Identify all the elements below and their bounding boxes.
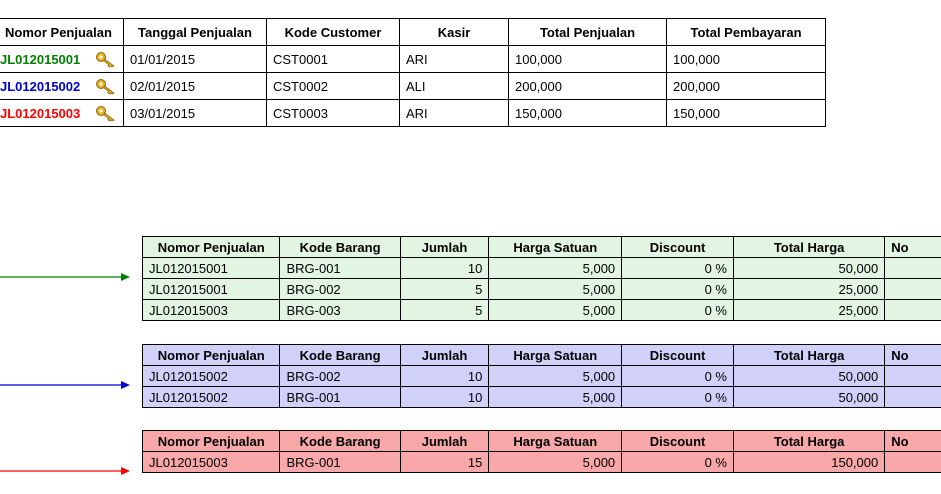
detail-cell-empty xyxy=(885,366,941,387)
detail-cell: 15 xyxy=(400,452,489,473)
detail-column-header: Kode Barang xyxy=(280,345,400,366)
detail-cell: 5 xyxy=(400,300,489,321)
detail-column-header: Discount xyxy=(622,237,734,258)
customer-cell: CST0002 xyxy=(267,73,400,100)
col-total-penjualan: Total Penjualan xyxy=(509,19,667,46)
detail-column-header: Total Harga xyxy=(733,345,884,366)
detail-header-row xyxy=(143,431,941,452)
total-pembayaran-cell: 200,000 xyxy=(667,73,826,100)
detail-cell: JL012015001 xyxy=(143,279,280,300)
detail-cell: 0 % xyxy=(622,279,734,300)
tanggal-cell: 02/01/2015 xyxy=(124,73,267,100)
detail-cell: 25,000 xyxy=(733,300,884,321)
detail-cell-empty xyxy=(885,452,941,473)
table-row xyxy=(143,366,941,387)
detail-cell: 5,000 xyxy=(489,258,622,279)
kasir-cell: ARI xyxy=(400,100,509,127)
detail-column-header: Harga Satuan xyxy=(489,345,622,366)
detail-column-header: Harga Satuan xyxy=(489,431,622,452)
detail-column-header: Nomor Penjualan xyxy=(143,345,280,366)
detail-table xyxy=(142,236,941,321)
detail-column-header: Harga Satuan xyxy=(489,237,622,258)
detail-cell-empty xyxy=(885,279,941,300)
detail-cell: 5,000 xyxy=(489,279,622,300)
table-row xyxy=(143,452,941,473)
detail-header-row xyxy=(143,237,941,258)
detail-column-header: No xyxy=(885,237,941,258)
tanggal-cell: 03/01/2015 xyxy=(124,100,267,127)
kasir-cell: ALI xyxy=(400,73,509,100)
customer-cell: CST0001 xyxy=(267,46,400,73)
table-row xyxy=(143,387,941,408)
detail-cell: 25,000 xyxy=(733,279,884,300)
detail-column-header: Jumlah xyxy=(400,431,489,452)
total-penjualan-cell: 200,000 xyxy=(509,73,667,100)
detail-column-header: Total Harga xyxy=(733,237,884,258)
col-kode-customer: Kode Customer xyxy=(267,19,400,46)
detail-cell: 0 % xyxy=(622,366,734,387)
nomor-text: JL012015002 xyxy=(0,78,81,94)
detail-column-header: Kode Barang xyxy=(280,237,400,258)
detail-cell: 50,000 xyxy=(733,366,884,387)
detail-cell: BRG-003 xyxy=(280,300,400,321)
detail-cell-empty xyxy=(885,300,941,321)
col-total-pembayaran: Total Pembayaran xyxy=(667,19,826,46)
detail-column-header: Kode Barang xyxy=(280,431,400,452)
col-kasir: Kasir xyxy=(400,19,509,46)
detail-cell: JL012015003 xyxy=(143,300,280,321)
detail-cell: 150,000 xyxy=(733,452,884,473)
detail-cell: JL012015002 xyxy=(143,387,280,408)
detail-column-header: Total Harga xyxy=(733,431,884,452)
detail-cell: JL012015001 xyxy=(143,258,280,279)
detail-cell: 5 xyxy=(400,279,489,300)
detail-column-header: Jumlah xyxy=(400,237,489,258)
detail-cell: 5,000 xyxy=(489,387,622,408)
total-penjualan-cell: 100,000 xyxy=(509,46,667,73)
table-row xyxy=(143,279,941,300)
detail-cell: 50,000 xyxy=(733,258,884,279)
detail-cell: BRG-001 xyxy=(280,387,400,408)
detail-table xyxy=(142,430,941,473)
col-nomor-penjualan: Nomor Penjualan xyxy=(0,19,124,46)
total-pembayaran-cell: 100,000 xyxy=(667,46,826,73)
detail-table xyxy=(142,344,941,408)
detail-cell: 0 % xyxy=(622,300,734,321)
detail-cell: BRG-001 xyxy=(280,258,400,279)
detail-column-header: Nomor Penjualan xyxy=(143,237,280,258)
detail-cell-empty xyxy=(885,258,941,279)
total-penjualan-cell: 150,000 xyxy=(509,100,667,127)
detail-cell: BRG-002 xyxy=(280,279,400,300)
relation-arrows xyxy=(0,0,160,494)
kasir-cell: ARI xyxy=(400,46,509,73)
detail-column-header: No xyxy=(885,431,941,452)
detail-cell: BRG-002 xyxy=(280,366,400,387)
detail-cell: 50,000 xyxy=(733,387,884,408)
col-tanggal-penjualan: Tanggal Penjualan xyxy=(124,19,267,46)
table-row xyxy=(143,300,941,321)
detail-cell: BRG-001 xyxy=(280,452,400,473)
nomor-text: JL012015001 xyxy=(0,51,81,67)
detail-cell: JL012015003 xyxy=(143,452,280,473)
detail-column-header: Discount xyxy=(622,431,734,452)
arrow-head xyxy=(121,467,130,475)
detail-cell: 0 % xyxy=(622,258,734,279)
arrow-head xyxy=(121,273,130,281)
detail-cell: 10 xyxy=(400,258,489,279)
detail-column-header: Nomor Penjualan xyxy=(143,431,280,452)
detail-header-row xyxy=(143,345,941,366)
total-pembayaran-cell: 150,000 xyxy=(667,100,826,127)
detail-column-header: No xyxy=(885,345,941,366)
detail-cell: 5,000 xyxy=(489,300,622,321)
detail-cell: 5,000 xyxy=(489,452,622,473)
detail-cell: JL012015002 xyxy=(143,366,280,387)
tanggal-cell: 01/01/2015 xyxy=(124,46,267,73)
detail-cell: 10 xyxy=(400,366,489,387)
detail-cell: 0 % xyxy=(622,452,734,473)
detail-column-header: Jumlah xyxy=(400,345,489,366)
detail-cell: 10 xyxy=(400,387,489,408)
detail-cell-empty xyxy=(885,387,941,408)
detail-cell: 0 % xyxy=(622,387,734,408)
detail-cell: 5,000 xyxy=(489,366,622,387)
nomor-text: JL012015003 xyxy=(0,105,81,121)
arrow-head xyxy=(121,381,130,389)
detail-column-header: Discount xyxy=(622,345,734,366)
customer-cell: CST0003 xyxy=(267,100,400,127)
table-row xyxy=(143,258,941,279)
